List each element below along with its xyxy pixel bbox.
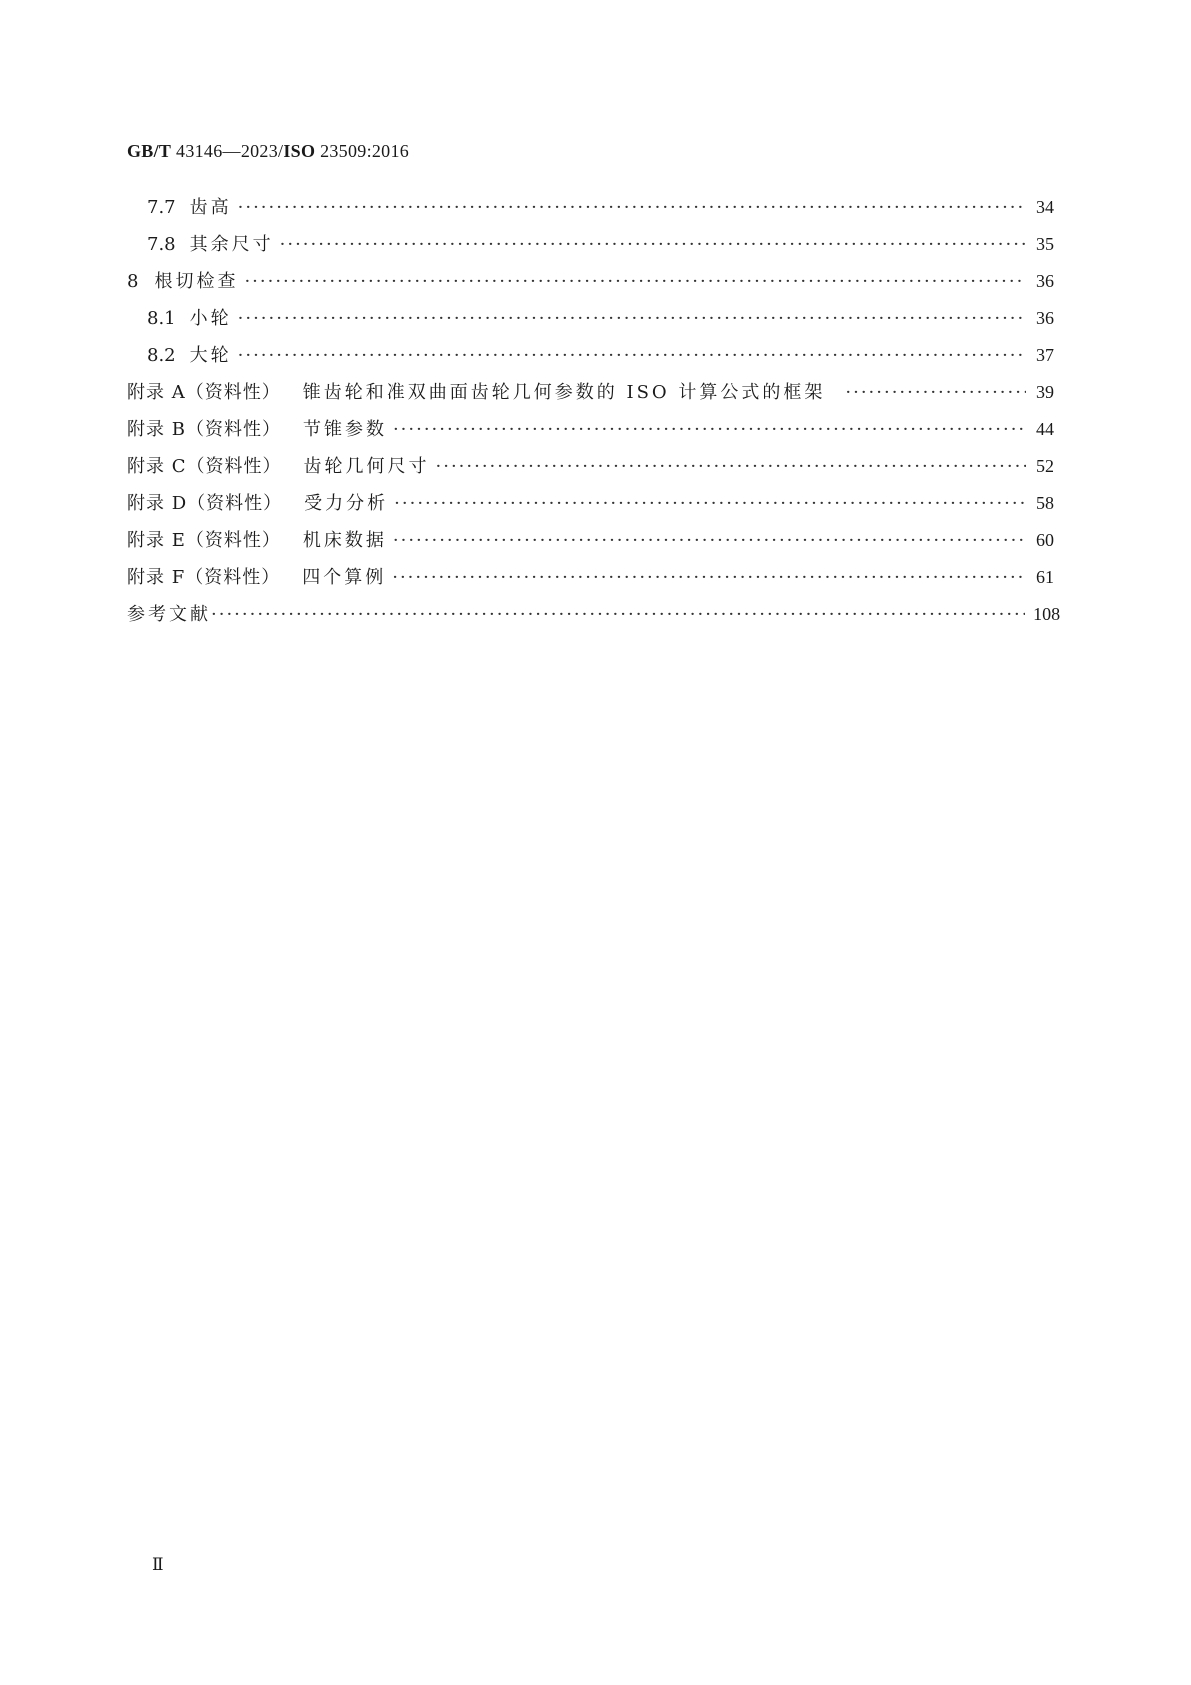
toc-entry-7-8[interactable] xyxy=(127,230,1054,267)
toc-entry-annex-b[interactable] xyxy=(127,415,1054,452)
toc-leader-dots xyxy=(244,271,1026,292)
table-of-contents xyxy=(127,193,1061,637)
page-number-footer: Ⅱ xyxy=(152,1555,164,1574)
toc-entry-title: 锥齿轮和准双曲面齿轮几何参数的 ISO 计算公式的框架 xyxy=(302,382,826,403)
toc-entry-title: 受力分析 xyxy=(304,493,389,514)
toc-annex-label: 附录 D（资料性） xyxy=(127,493,283,514)
toc-entry-title: 齿轮几何尺寸 xyxy=(303,456,430,477)
toc-entry-page: 60 xyxy=(1036,530,1054,550)
toc-entry-page: 35 xyxy=(1036,234,1054,254)
toc-leader-dots xyxy=(238,308,1026,329)
toc-entry-title: 参考文献 xyxy=(127,604,211,625)
toc-entry-number: 8.1 xyxy=(147,308,176,329)
toc-entry-number: 7.8 xyxy=(147,234,176,255)
toc-annex-label: 附录 F（资料性） xyxy=(127,567,281,588)
toc-entry-8-1[interactable] xyxy=(127,304,1054,341)
toc-entry-title: 机床数据 xyxy=(302,530,387,551)
toc-entry-page: 36 xyxy=(1036,308,1054,328)
toc-entry-bibliography[interactable] xyxy=(127,600,1061,637)
toc-leader-dots xyxy=(280,234,1026,255)
toc-entry-title: 其余尺寸 xyxy=(189,234,274,255)
toc-entry-page: 39 xyxy=(1036,382,1054,402)
document-header xyxy=(127,141,409,162)
toc-entry-title: 大轮 xyxy=(189,345,232,366)
toc-entry-page: 58 xyxy=(1036,493,1054,513)
toc-leader-dots xyxy=(394,493,1026,514)
toc-entry-annex-f[interactable] xyxy=(127,563,1054,600)
toc-entry-page: 36 xyxy=(1036,271,1054,291)
toc-leader-dots xyxy=(436,456,1027,477)
toc-entry-annex-e[interactable] xyxy=(127,526,1054,563)
toc-entry-title: 根切检查 xyxy=(154,271,239,292)
toc-annex-label: 附录 C（资料性） xyxy=(127,456,282,477)
toc-entry-number: 7.7 xyxy=(147,197,176,218)
toc-entry-annex-a[interactable] xyxy=(127,378,1054,415)
toc-leader-dots xyxy=(393,530,1026,551)
toc-leader-dots xyxy=(238,345,1026,366)
toc-annex-label: 附录 A（资料性） xyxy=(127,382,281,403)
iso-code: ISO xyxy=(283,141,316,161)
toc-annex-label: 附录 E（资料性） xyxy=(127,530,281,551)
toc-annex-label: 附录 B（资料性） xyxy=(127,419,281,440)
toc-entry-page: 37 xyxy=(1036,345,1054,365)
toc-entry-page: 34 xyxy=(1036,197,1054,217)
toc-leader-dots xyxy=(845,382,1026,403)
iso-number: 23509:2016 xyxy=(320,141,410,161)
toc-entry-annex-d[interactable] xyxy=(127,489,1054,526)
toc-leader-dots xyxy=(392,567,1026,588)
standard-code: GB/T xyxy=(127,141,172,161)
toc-leader-dots xyxy=(393,419,1026,440)
toc-leader-dots xyxy=(238,197,1026,218)
toc-entry-8[interactable] xyxy=(127,267,1054,304)
toc-entry-page: 61 xyxy=(1036,567,1054,587)
toc-entry-page: 52 xyxy=(1036,456,1054,476)
toc-entry-title: 小轮 xyxy=(189,308,232,329)
toc-entry-8-2[interactable] xyxy=(127,341,1054,378)
toc-entry-title: 节锥参数 xyxy=(302,419,387,440)
toc-entry-annex-c[interactable] xyxy=(127,452,1054,489)
toc-entry-title: 四个算例 xyxy=(302,567,387,588)
standard-number: 43146—2023/ xyxy=(176,141,284,161)
toc-entry-7-7[interactable] xyxy=(127,193,1054,230)
toc-entry-title: 齿高 xyxy=(189,197,232,218)
toc-leader-dots xyxy=(211,604,1025,625)
toc-entry-number: 8 xyxy=(127,271,139,292)
toc-entry-page: 44 xyxy=(1036,419,1054,439)
toc-entry-page: 108 xyxy=(1033,604,1061,624)
toc-entry-number: 8.2 xyxy=(147,345,176,366)
